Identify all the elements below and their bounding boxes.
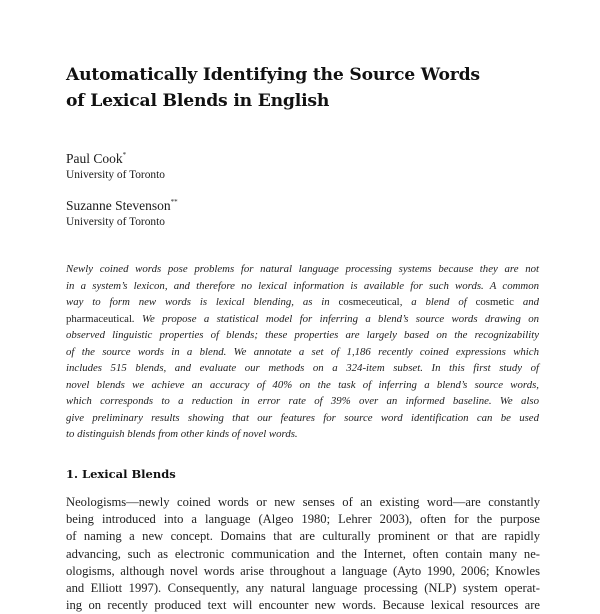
abstract	[66, 261, 539, 443]
abstract-line: novel blends we achieve an accuracy of 40% on the task of inferring a blend’s source words,	[66, 378, 539, 391]
example-word: cosmetic	[475, 296, 514, 308]
abstract-line: includes 515 blends, and evaluate our methods on a 324-item subset. In this first study of	[66, 362, 539, 374]
example-word: cosmeceutical	[338, 296, 400, 308]
abstract-line: which corresponds to a reduction in error rate of 39% over an informed baseline. We also	[66, 395, 539, 407]
body-line: advancing, such as electronic communication and the Internet, often contain many ne-	[66, 546, 540, 561]
abstract-line: way to form new words is lexical blending, as in cosmeceutical, a blend of cosmetic and	[66, 296, 540, 308]
author-block-2	[66, 194, 178, 230]
body-line: being introduced into a language (Algeo 1980; Lehrer 2003), often for the purpose	[66, 512, 540, 527]
body-line: of naming a new concept. Domains that are culturally prominent or that are rapidly	[66, 529, 540, 544]
example-word: pharmaceutical	[66, 312, 132, 325]
abstract-line: of the source words in a blend. We annotate a set of 1,186 recently coined expressions which	[66, 345, 539, 358]
author-block-1	[66, 147, 165, 183]
paper-title	[66, 62, 536, 114]
author-affiliation: University of Toronto	[66, 216, 165, 228]
body-line: ing on recently produced text will encounter new words. Because lexical resources are	[66, 598, 540, 613]
author-name: Suzanne Stevenson**	[66, 198, 178, 213]
section-heading: 1. Lexical Blends	[66, 467, 176, 481]
body-line: ologisms, although novel words arise throughout a language (Ayto 1990, 2006; Knowles	[66, 563, 540, 578]
author-name: Paul Cook*	[66, 151, 127, 166]
abstract-line: pharmaceutical. We propose a statistical model for inferring a blend’s source words drawing on	[66, 312, 539, 325]
body-line: Neologisms—newly coined words or new senses of an existing word—are constantly	[66, 495, 540, 509]
author-footnote-mark: **	[170, 198, 178, 206]
title-line-2: of Lexical Blends in English	[66, 91, 330, 111]
abstract-line: give preliminary results showing that our features for source word identification can be used	[66, 411, 539, 424]
abstract-line: observed linguistic properties of blends; these properties are largely based on the recognizability	[66, 329, 539, 341]
abstract-line: Newly coined words pose problems for natural language processing systems because they are not	[66, 263, 539, 275]
author-footnote-mark: *	[122, 151, 127, 159]
section-body	[66, 494, 540, 614]
title-line-1: Automatically Identifying the Source Words	[66, 65, 480, 85]
abstract-line: to distinguish blends from other kinds of novel words.	[66, 428, 298, 440]
body-line: and Elliott 1997). Consequently, any natural language processing (NLP) system operat-	[66, 581, 540, 596]
author-affiliation: University of Toronto	[66, 169, 165, 181]
abstract-line: in a system’s lexicon, and therefore no lexical information is available for such words. A common	[66, 279, 539, 292]
